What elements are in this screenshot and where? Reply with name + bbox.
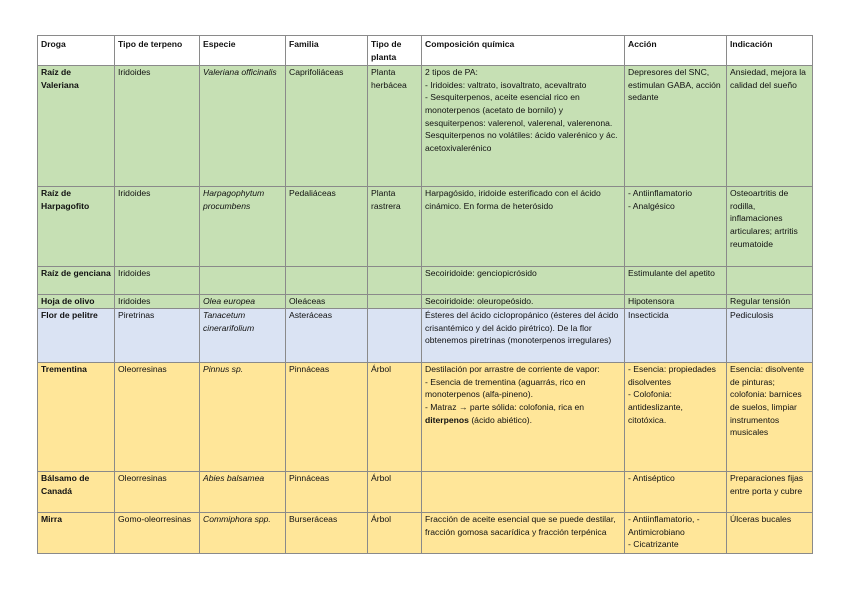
cell-familia: Pinnáceas: [286, 472, 368, 513]
cell-accion: [625, 295, 727, 309]
indicacion-line: Pediculosis: [730, 310, 774, 321]
table-row: [38, 295, 813, 309]
table-row: [38, 472, 813, 513]
cell-indicacion: [727, 66, 813, 187]
composicion-line: - Esencia de trementina (aguarrás, rico en monoterpenos (alfa-pineno).: [425, 376, 586, 400]
cell-especie: Valeriana officinalis: [200, 66, 286, 187]
header-tipo-terpeno: Tipo de terpeno: [115, 36, 200, 66]
cell-planta: Árbol: [368, 513, 422, 554]
cell-droga: Raíz de Valeriana: [38, 66, 115, 187]
cell-especie: Abies balsamea: [200, 472, 286, 513]
header-familia: Familia: [286, 36, 368, 66]
cell-especie: Pinnus sp.: [200, 363, 286, 472]
cell-accion: [625, 513, 727, 554]
indicacion-line: Regular tensión: [730, 296, 791, 307]
indicacion-line: Esencia: disolvente de pinturas; colofonia: barnices de suelos, limpiar instrumentos musicales: [730, 364, 805, 438]
cell-tipo: Iridoides: [115, 267, 200, 295]
accion-line: - Cicatrizante: [628, 539, 679, 550]
table-row: [38, 66, 813, 187]
cell-familia: Pinnáceas: [286, 363, 368, 472]
accion-line: Estimulante del apetito: [628, 268, 715, 279]
terpene-drugs-table: [37, 35, 813, 554]
cell-accion: [625, 363, 727, 472]
header-tipo-planta: Tipo de planta: [368, 36, 422, 66]
indicacion-line: Úlceras bucales: [730, 514, 792, 525]
cell-tipo: Gomo-oleorresinas: [115, 513, 200, 554]
table-row: [38, 187, 813, 267]
indicacion-line: Preparaciones fijas entre porta y cubre: [730, 473, 804, 496]
cell-accion: [625, 66, 727, 187]
cell-droga: Trementina: [38, 363, 115, 472]
cell-composicion: [422, 513, 625, 554]
cell-especie: Commiphora spp.: [200, 513, 286, 554]
cell-accion: [625, 187, 727, 267]
cell-familia: [286, 267, 368, 295]
composicion-bold-term: diterpenos: [425, 414, 469, 425]
accion-line: Insecticida: [628, 310, 669, 321]
composicion-line: 2 tipos de PA:: [425, 67, 478, 78]
cell-planta: Árbol: [368, 363, 422, 472]
cell-planta: [368, 309, 422, 363]
composicion-line: Harpagósido, iridoide esterificado con el ácido cinámico. En forma de heterósido: [425, 188, 601, 211]
header-composicion: Composición química: [422, 36, 625, 66]
cell-composicion: [422, 187, 625, 267]
cell-indicacion: [727, 295, 813, 309]
accion-line: - Antiséptico: [628, 473, 675, 484]
header-especie: Especie: [200, 36, 286, 66]
accion-line: - Esencia: propiedades disolventes: [628, 364, 716, 387]
cell-tipo: Iridoides: [115, 187, 200, 267]
composicion-tail: (ácido abiético).: [468, 414, 532, 425]
cell-droga: Raíz de genciana: [38, 267, 115, 295]
cell-especie: Olea europea: [200, 295, 286, 309]
header-droga: Droga: [38, 36, 115, 66]
cell-droga: Hoja de olivo: [38, 295, 115, 309]
accion-line: Hipotensora: [628, 296, 675, 307]
cell-droga: Bálsamo de Canadá: [38, 472, 115, 513]
cell-especie: [200, 267, 286, 295]
header-indicacion: Indicación: [727, 36, 813, 66]
cell-planta: Planta herbácea: [368, 66, 422, 187]
cell-familia: Oleáceas: [286, 295, 368, 309]
cell-especie: Tanacetum cinerarifolium: [200, 309, 286, 363]
cell-familia: Burseráceas: [286, 513, 368, 554]
cell-planta: Árbol: [368, 472, 422, 513]
accion-line: - Antiinflamatorio: [628, 188, 693, 199]
cell-composicion: [422, 295, 625, 309]
indicacion-line: Osteoartritis de rodilla, inflamaciones articulares; artritis reumatoide: [730, 188, 798, 249]
accion-line: - Colofonia: antideslizante, citotóxica.: [628, 389, 683, 425]
composicion-line: Secoiridoide: oleuropeósido.: [425, 296, 534, 307]
header-accion: Acción: [625, 36, 727, 66]
accion-line: Depresores del SNC, estimulan GABA, acción sedante: [628, 67, 721, 103]
composicion-line: - Sesquiterpenos, aceite esencial rico en monoterpenos (acetato de bornilo) y sesquiterpenos: valerenol, valerenal, valerenona.: [425, 92, 613, 128]
cell-indicacion: [727, 309, 813, 363]
cell-accion: [625, 267, 727, 295]
cell-tipo: Oleorresinas: [115, 472, 200, 513]
cell-familia: Asteráceas: [286, 309, 368, 363]
composicion-line: Sesquiterpenos no volátiles: ácido valerénico y ác. acetoxivalerénico: [425, 130, 618, 153]
table-row: [38, 309, 813, 363]
cell-indicacion: [727, 472, 813, 513]
composicion-line: Destilación por arrastre de corriente de vapor:: [425, 364, 600, 375]
composicion-line: Secoiridoide: genciopicrósido: [425, 268, 537, 279]
cell-tipo: Iridoides: [115, 66, 200, 187]
cell-accion: [625, 472, 727, 513]
composicion-line: Fracción de aceite esencial que se puede destilar, fracción gomosa sacarídica y fracción terpénica: [425, 514, 616, 537]
cell-indicacion: [727, 363, 813, 472]
cell-composicion: [422, 267, 625, 295]
cell-tipo: Piretrinas: [115, 309, 200, 363]
cell-droga: Mirra: [38, 513, 115, 554]
composicion-line: - Matraz → parte sólida: colofonia, rica en: [425, 401, 585, 412]
table-row: [38, 363, 813, 472]
table-row: [38, 267, 813, 295]
cell-especie: Harpagophytum procumbens: [200, 187, 286, 267]
accion-line: - Analgésico: [628, 200, 675, 211]
accion-line: - Antiinflamatorio, -Antimicrobiano: [628, 514, 700, 537]
cell-familia: Caprifoliáceas: [286, 66, 368, 187]
cell-indicacion: [727, 267, 813, 295]
cell-planta: [368, 267, 422, 295]
cell-familia: Pedaliáceas: [286, 187, 368, 267]
cell-composicion: [422, 66, 625, 187]
cell-droga: Flor de pelitre: [38, 309, 115, 363]
cell-indicacion: [727, 187, 813, 267]
header-row: [38, 36, 813, 66]
cell-composicion: [422, 472, 625, 513]
cell-composicion: [422, 309, 625, 363]
cell-composicion: [422, 363, 625, 472]
table-row: [38, 513, 813, 554]
composicion-line: Ésteres del ácido ciclopropánico (ésteres del ácido crisantémico y del ácido pirétrico). De la flor obtenemos piretrinas (monoterpenos irregulares): [425, 310, 619, 346]
cell-indicacion: [727, 513, 813, 554]
indicacion-line: Ansiedad, mejora la calidad del sueño: [730, 67, 806, 90]
cell-tipo: Iridoides: [115, 295, 200, 309]
cell-planta: [368, 295, 422, 309]
composicion-line: - Iridoides: valtrato, isovaltrato, acevaltrato: [425, 79, 587, 90]
cell-accion: [625, 309, 727, 363]
cell-tipo: Oleorresinas: [115, 363, 200, 472]
cell-planta: Planta rastrera: [368, 187, 422, 267]
cell-droga: Raíz de Harpagofito: [38, 187, 115, 267]
